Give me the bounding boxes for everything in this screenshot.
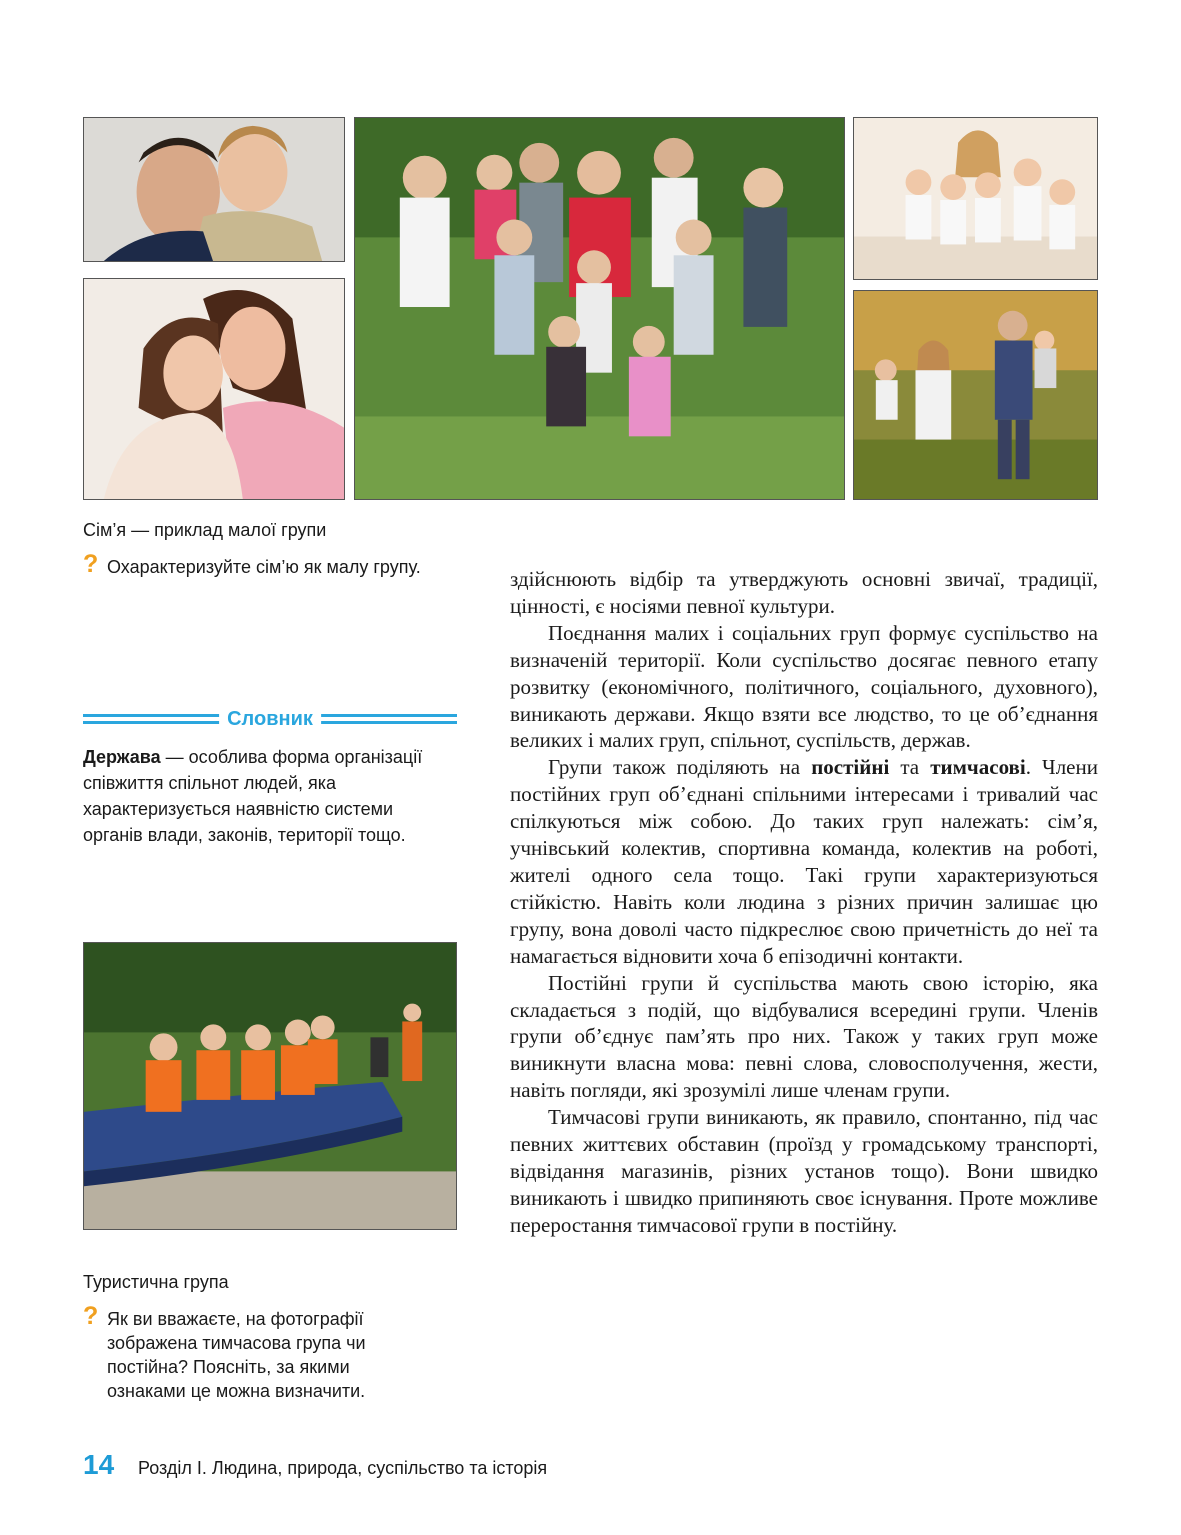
tourist-question-text: Як ви вважаєте, на фотографії зображена тимчасова група чи постійна? Поясніть, за якими ознаками це можна визначити.	[107, 1309, 366, 1401]
paragraph-1: здійснюють відбір та утверджують основні звичаї, традиції, цінності, є носіями певної культури.	[510, 567, 1098, 618]
large-family-photo	[354, 117, 845, 500]
paragraph-2: Поєднання малих і соціальних груп формує суспільство на визначеній території. Коли суспільство досягає певного етапу розвитку (економічного, політичного, соціального, духовного), виникають держави. Якщо взяти все людство, то це об’єднання великих і малих груп, спільнот, суспільств, держав.	[510, 620, 1098, 753]
mother-daughter-photo	[83, 278, 345, 500]
glossary-definition: — особлива форма організації співжиття спільнот людей, яка характеризується наявністю системи органів влади, законів, території тощо.	[83, 747, 423, 845]
family-caption: Сім’я — приклад малої групи	[83, 520, 327, 540]
question-mark-icon: ?	[83, 550, 99, 578]
question-mark-icon: ?	[83, 1302, 99, 1330]
glossary-title: Словник	[219, 706, 321, 732]
family-question-text: Охарактеризуйте сім’ю як малу групу.	[107, 557, 421, 577]
family-question	[83, 550, 463, 579]
mother-girls-photo	[853, 117, 1098, 280]
section-title: Розділ I. Людина, природа, суспільство та історія	[138, 1458, 548, 1478]
tourist-question	[83, 1302, 418, 1403]
glossary-entry	[83, 744, 457, 848]
paragraph-3: Групи також поділяють на постійні та тимчасові. Члени постійних груп об’єднані спільними інтересами і тривалий час спілкуються між собою. До таких груп належать: сім’я, учнівський колектив, спортивна команда, колектив на роботі, жителі одного села тощо. Такі групи характеризуються стійкістю. Навіть коли людина з різних причин залишає цю групу, вона доволі часто підкреслює свою причетність до неї та намагається відновити хоча б епізодичні контакти.	[510, 755, 1098, 968]
paragraph-5: Тимчасові групи виникають, як правило, спонтанно, під час певних життєвих обставин (проїзд у громадському транспорті, відвідання магазинів, різних установ тощо). Вони швидко виникають і швидко припиняють своє існування. Проте можливе переростання тимчасової групи в постійну.	[510, 1105, 1098, 1237]
rafting-group-photo	[83, 942, 457, 1230]
tourist-caption: Туристична група	[83, 1272, 229, 1292]
family-walk-photo	[853, 290, 1098, 500]
paragraph-4: Постійні групи й суспільства мають свою історію, яка складається з подій, що відбувалися всередині групи. Членів групи об’єднує пам’ять про них. Також у таких груп може виникнути власна мова: певні слова, словосполучення, жести, навіть погляди, які зрозумілі лише членам групи.	[510, 970, 1098, 1103]
glossary-header	[83, 706, 457, 732]
main-text	[510, 566, 1098, 1239]
father-son-photo	[83, 117, 345, 262]
term-temporary: тимчасові	[930, 755, 1026, 780]
glossary-term: Держава	[83, 747, 161, 767]
term-permanent: постійні	[811, 755, 890, 780]
page-number: 14	[83, 1449, 115, 1480]
